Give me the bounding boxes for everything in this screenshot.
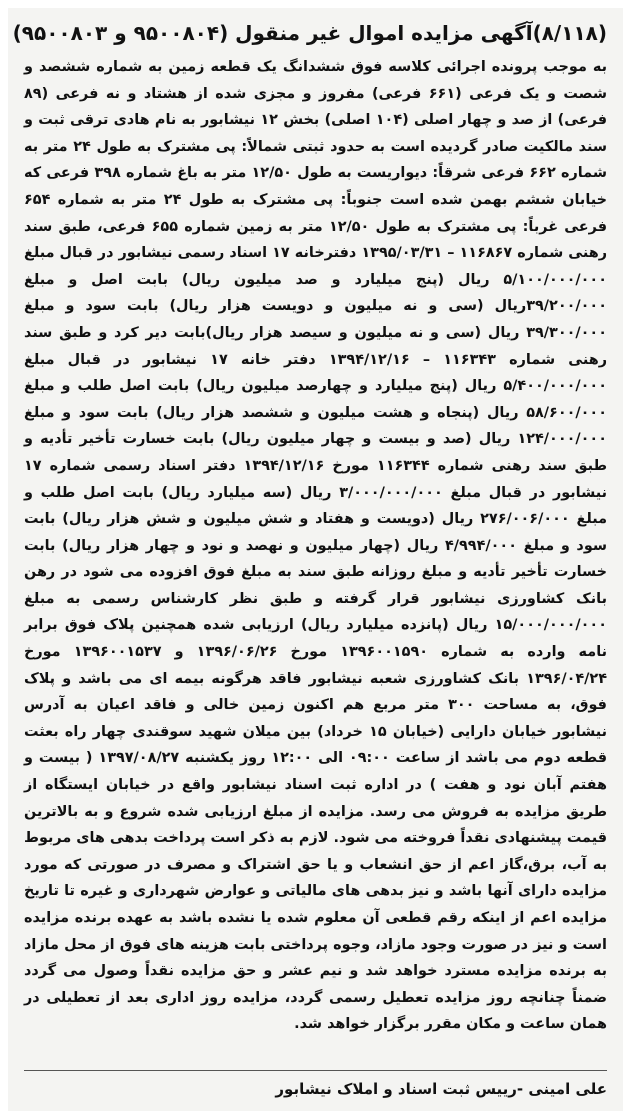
notice-body: به موجب پرونده اجرائی کلاسه فوق ششدانگ یک قطعه زمین به شماره ششصد و شصت و یک فرعی (۶۶۱ فرعی) مفروز و مجزی شده از هشتاد و نه فرعی (۸۹ فرعی) از صد و چهار اصلی (۱۰۴ اصلی) بخش ۱۲ نیشابور به نام هادی ترقی ثبت و سند مالکیت صادر گردیده است به حدود ثبتی شمالاً: پی مشترک به طول ۲۴ متر به شماره ۶۶۲ فرعی شرقاً: دیواریست به طول ۱۲/۵۰ متر به باغ شماره ۳۹۸ فرعی که خیابان ششم بهمن شده است جنوباً: پی مشترک به طول ۲۴ متر به شماره ۶۵۴ فرعی غرباً: پی مشترک به طول ۱۲/۵۰ متر به زمین شماره ۶۵۵ فرعی، طبق سند رهنی شماره ۱۱۶۸۶۷ – ۱۳۹۵/۰۳/۳۱ دفترخانه ۱۷ اسناد رسمی نیشابور در قبال مبلغ ۵/۱۰۰/۰۰۰/۰۰۰ ریال (پنج میلیارد و صد میلیون ریال) بابت اصل و مبلغ ۳۹/۲۰۰/۰۰۰ریال (سی و نه میلیون و دویست هزار ریال) بابت سود و مبلغ ۳۹/۳۰۰/۰۰۰ ریال (سی و نه میلیون و سیصد هزار ریال)بابت دیر کرد و طبق سند رهنی شماره ۱۱۶۳۴۳ – ۱۳۹۴/۱۲/۱۶ دفتر خانه ۱۷ نیشابور در قبال مبلغ ۵/۴۰۰/۰۰۰/۰۰۰ ریال (پنج میلیارد و چهارصد میلیون ریال) بابت اصل طلب و مبلغ ۵۸/۶۰۰/۰۰۰ ریال (پنجاه و هشت میلیون و ششصد هزار ریال) بابت سود و مبلغ ۱۲۴/۰۰۰/۰۰۰ ریال (صد و بیست و چهار میلیون ریال) بابت خسارت تأخیر تأدیه و طبق سند رهنی شماره ۱۱۶۳۴۴ مورخ ۱۳۹۴/۱۲/۱۶ دفتر اسناد رسمی شماره ۱۷ نیشابور در قبال مبلغ ۳/۰۰۰/۰۰۰/۰۰۰ ریال (سه میلیارد ریال) بابت اصل طلب و مبلغ ۲۷۶/۰۰۶/۰۰۰ ریال (دویست و هفتاد و شش میلیون و شش هزار ریال) بابت سود و مبلغ ۴/۹۹۴/۰۰۰ ریال (چهار میلیون و نهصد و نود و چهار هزار ریال) بابت خسارت تأخیر تأدیه و مبلغ روزانه طبق سند به مبلغ فوق افزوده می شود در رهن بانک کشاورزی نیشابور قرار گرفته و طبق نظر کارشناس رسمی به مبلغ ۱۵/۰۰۰/۰۰۰/۰۰۰ ریال (پانزده میلیارد ریال) ارزیابی شده همچنین پلاک فوق برابر نامه وارده به شماره ۱۳۹۶۰۰۱۵۹۰ مورخ ۱۳۹۶/۰۶/۲۶ و ۱۳۹۶۰۰۱۵۳۷ مورخ ۱۳۹۶/۰۴/۲۴ بانک کشاورزی شعبه نیشابور فاقد هرگونه بیمه ای می باشد و پلاک فوق، به مساحت ۳۰۰ متر مربع هم اکنون زمین خالی و فاقد اعیان به آدرس نیشابور خیابان دارایی (خیابان ۱۵ خرداد) بین میلان شهید سوقندی چهار راه بعثت قطعه دوم می باشد از ساعت ۰۹:۰۰ الی ۱۲:۰۰ روز یکشنبه ۱۳۹۷/۰۸/۲۷ ( بیست و هفتم آبان نود و هفت ) در اداره ثبت اسناد نیشابور واقع در خیابان ایستگاه از طریق مزایده به فروش می رسد. مزایده از مبلغ ارزیابی شده شروع و به بالاترین قیمت پیشنهادی نقداً فروخته می شود. لازم به ذکر است پرداخت بدهی های مربوط به آب، برق،گاز اعم از حق انشعاب و یا حق اشتراک و مصرف در صورتی که مورد مزایده دارای آنها باشد و نیز بدهی های مالیاتی و عوارض شهرداری و غیره تا تاریخ مزایده اعم از اینکه رقم قطعی آن معلوم شده یا نشده باشد به عهده برنده مزایده است و نیز در صورت وجود مازاد، وجوه پرداختی بابت هزینه های فوق از محل مازاد به برنده مزایده مسترد خواهد شد و نیم عشر و حق مزایده نقداً وصول می گردد ضمناً چنانچه روز مزایده تعطیل رسمی گردد، مزایده روز اداری بعد از تعطیلی در همان ساعت و مکان مقرر برگزار خواهد شد. [24,59,608,1033]
notice-title: (۸/۱۱۸)آگهی مزایده اموال غیر منقول (۹۵۰۰۸۰۴ و ۹۵۰۰۸۰۳) [12,21,607,45]
notice-signature: علی امینی -رییس ثبت اسناد و املاک نیشابور [24,1070,607,1101]
legal-notice-clipping [8,8,623,1111]
